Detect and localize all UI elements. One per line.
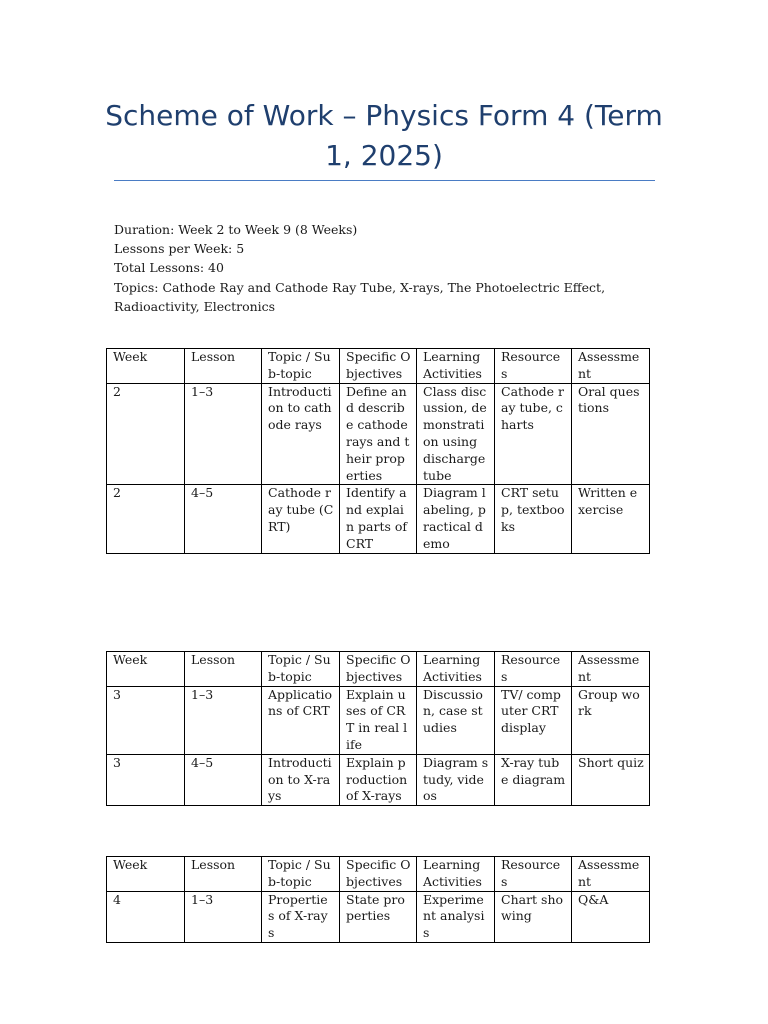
- table-cell: Oral questions: [572, 383, 650, 485]
- table-cell: 3: [107, 686, 185, 754]
- table-cell: Chart showing: [495, 891, 572, 942]
- header-cell-topic: Topic / Sub-topic: [262, 349, 340, 384]
- table-cell: Introduction to cathode rays: [262, 383, 340, 485]
- table-cell: Introduction to X-rays: [262, 754, 340, 805]
- header-cell-lesson: Lesson: [185, 349, 262, 384]
- table-cell: Short quiz: [572, 754, 650, 805]
- header-cell-topic: Topic / Sub-topic: [262, 652, 340, 687]
- header-cell-objectives: Specific Objectives: [340, 349, 417, 384]
- table-cell: Experiment analysis: [417, 891, 495, 942]
- table-cell: CRT setup, textbooks: [495, 485, 572, 553]
- scheme-table-week-3: [106, 651, 650, 806]
- table-cell: X-ray tube diagram: [495, 754, 572, 805]
- table-cell: Discussion, case studies: [417, 686, 495, 754]
- table-cell: Properties of X-rays: [262, 891, 340, 942]
- title-underline: [114, 180, 655, 181]
- table-cell: 1–3: [185, 383, 262, 485]
- header-cell-week: Week: [107, 349, 185, 384]
- table-cell: 1–3: [185, 891, 262, 942]
- header-cell-activities: Learning Activities: [417, 652, 495, 687]
- total-lessons-line: Total Lessons: 40: [114, 260, 224, 276]
- table-cell: Cathode ray tube, charts: [495, 383, 572, 485]
- header-cell-assessment: Assessment: [572, 857, 650, 892]
- duration-line: Duration: Week 2 to Week 9 (8 Weeks): [114, 222, 358, 237]
- header-cell-resources: Resources: [495, 857, 572, 892]
- table-cell: State properties: [340, 891, 417, 942]
- table-cell: 4–5: [185, 485, 262, 553]
- table-cell: 4–5: [185, 754, 262, 805]
- table-cell: 4: [107, 891, 185, 942]
- table-cell: TV/ computer CRT display: [495, 686, 572, 754]
- table-cell: Identify and explain parts of CRT: [340, 485, 417, 553]
- table-cell: Cathode ray tube (CRT): [262, 485, 340, 553]
- header-cell-resources: Resources: [495, 652, 572, 687]
- table-row: [107, 754, 650, 805]
- table-cell: Group work: [572, 686, 650, 754]
- table-cell: 1–3: [185, 686, 262, 754]
- header-cell-activities: Learning Activities: [417, 349, 495, 384]
- header-cell-week: Week: [107, 857, 185, 892]
- table-cell: Class discussion, demonstration using discharge tube: [417, 383, 495, 485]
- table-cell: Q&A: [572, 891, 650, 942]
- table-row: [107, 891, 650, 942]
- table-cell: Explain production of X-rays: [340, 754, 417, 805]
- document-info: [114, 220, 659, 316]
- header-cell-objectives: Specific Objectives: [340, 857, 417, 892]
- table-cell: Diagram labeling, practical demo: [417, 485, 495, 553]
- table-cell: 3: [107, 754, 185, 805]
- table-cell: 2: [107, 383, 185, 485]
- table-header-row: [107, 349, 650, 384]
- table-cell: Explain uses of CRT in real life: [340, 686, 417, 754]
- table-cell: 2: [107, 485, 185, 553]
- table-cell: Applications of CRT: [262, 686, 340, 754]
- topics-line: Topics: Cathode Ray and Cathode Ray Tube, X-rays, The Photoelectric Effect, Radioactivity, Electronics: [114, 279, 606, 314]
- document-title: Scheme of Work – Physics Form 4 (Term 1, 2025): [105, 99, 663, 172]
- scheme-table-week-4: [106, 856, 650, 943]
- header-cell-week: Week: [107, 652, 185, 687]
- header-cell-activities: Learning Activities: [417, 857, 495, 892]
- table-cell: Define and describe cathode rays and their properties: [340, 383, 417, 485]
- header-cell-assessment: Assessment: [572, 652, 650, 687]
- table-row: [107, 686, 650, 754]
- table-header-row: [107, 652, 650, 687]
- table-row: [107, 383, 650, 485]
- header-cell-lesson: Lesson: [185, 857, 262, 892]
- header-cell-assessment: Assessment: [572, 349, 650, 384]
- table-header-row: [107, 857, 650, 892]
- header-cell-objectives: Specific Objectives: [340, 652, 417, 687]
- scheme-table-week-2: [106, 348, 650, 554]
- table-row: [107, 485, 650, 553]
- table-cell: Diagram study, videos: [417, 754, 495, 805]
- header-cell-resources: Resources: [495, 349, 572, 384]
- header-cell-topic: Topic / Sub-topic: [262, 857, 340, 892]
- table-cell: Written exercise: [572, 485, 650, 553]
- lessons-per-week-line: Lessons per Week: 5: [114, 241, 245, 257]
- header-cell-lesson: Lesson: [185, 652, 262, 687]
